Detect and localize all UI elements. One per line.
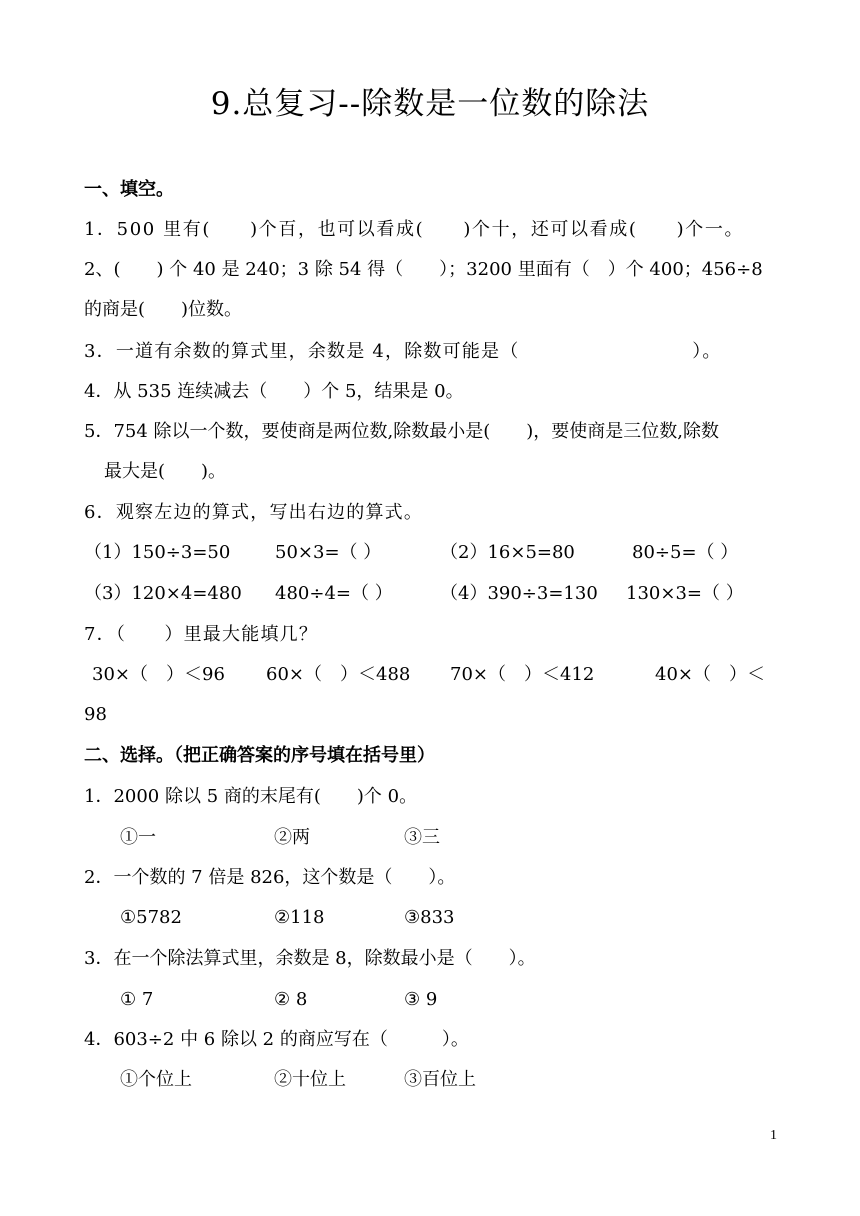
page-title: 9.总复习--除数是一位数的除法 [210, 86, 650, 122]
choice-question-2: 2．一个数的 7 倍是 826，这个数是（ ）。 [84, 867, 456, 888]
q6-equation: 80÷5=（ ） [632, 542, 739, 563]
question-1: 1．500 里有( )个百，也可以看成( )个十，还可以看成( )个一。 [84, 219, 745, 240]
question-5-line-2: 最大是( )。 [104, 461, 227, 482]
q6-equation: 130×3=（ ） [626, 583, 744, 604]
section-heading-multiple-choice: 二、选择。（把正确答案的序号填在括号里） [84, 745, 435, 766]
q6-equation: （3）120×4=480 [84, 583, 242, 604]
choice-question-4: 4．603÷2 中 6 除以 2 的商应写在（ ）。 [84, 1029, 469, 1050]
section-heading-fill-blank: 一、填空。 [84, 179, 174, 200]
q7-inequality-wrap: 98 [84, 704, 107, 725]
q6-equation: （2）16×5=80 [440, 542, 575, 563]
q6-equation: 480÷4=（ ） [275, 583, 393, 604]
choice-option: ①个位上 [120, 1069, 192, 1090]
choice-option: ① 7 [120, 989, 154, 1010]
question-2-line-2: 的商是( )位数。 [84, 299, 243, 320]
q6-equation: （1）150÷3=50 [84, 542, 231, 563]
q7-inequality: 60×（ ）＜488 [266, 664, 411, 685]
question-2-line-1: 2、( ) 个 40 是 240；3 除 54 得（ ）；3200 里面有（ ）个 400；456÷8 [84, 259, 763, 280]
choice-option: ①一 [120, 827, 156, 848]
q6-equation: （4）390÷3=130 [440, 583, 598, 604]
choice-option: ②118 [274, 907, 325, 928]
q7-inequality: 40×（ ）＜ [655, 664, 765, 685]
choice-option: ①5782 [120, 907, 182, 928]
question-7: 7．（ ）里最大能填几？ [84, 624, 319, 645]
choice-option: ② 8 [274, 989, 308, 1010]
question-6: 6．观察左边的算式，写出右边的算式。 [84, 502, 424, 523]
choice-option: ③三 [404, 827, 440, 848]
choice-question-3: 3．在一个除法算式里，余数是 8，除数最小是（ ）。 [84, 948, 536, 969]
q7-inequality: 70×（ ）＜412 [450, 664, 595, 685]
choice-option: ②两 [274, 827, 310, 848]
choice-option: ②十位上 [274, 1069, 346, 1090]
choice-option: ③百位上 [404, 1069, 476, 1090]
choice-option: ③ 9 [404, 989, 438, 1010]
choice-option: ③833 [404, 907, 455, 928]
q6-equation: 50×3=（ ） [275, 542, 382, 563]
choice-question-1: 1．2000 除以 5 商的末尾有( )个 0。 [84, 786, 418, 807]
page-number: 1 [770, 1128, 777, 1143]
question-5-line-1: 5．754 除以一个数，要使商是两位数,除数最小是( )，要使商是三位数,除数 [84, 421, 720, 442]
question-4: 4．从 535 连续减去（ ）个 5，结果是 0。 [84, 381, 464, 402]
question-3: 3．一道有余数的算式里，余数是 4，除数可能是（ ）。 [84, 341, 722, 362]
q7-inequality: 30×（ ）＜96 [92, 664, 225, 685]
